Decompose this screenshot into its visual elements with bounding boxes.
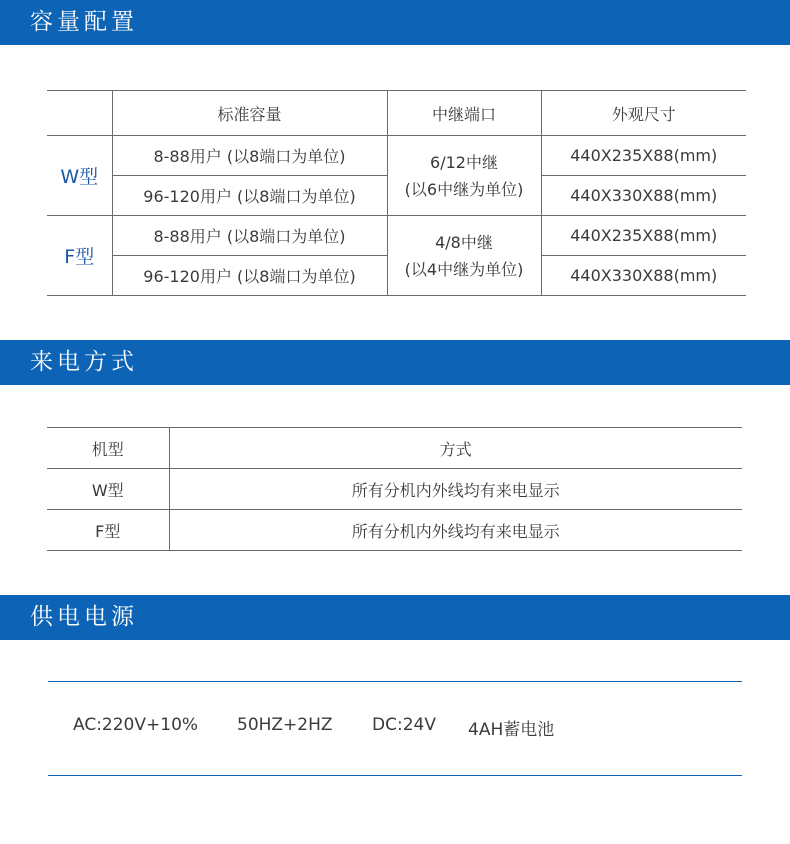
relay-port-cell — [387, 136, 541, 216]
table-row — [47, 510, 742, 551]
relay-count: 6/12中继 — [430, 152, 498, 172]
size-cell: 440X235X88(mm) — [541, 216, 746, 256]
section-title: 容量配置 — [30, 9, 138, 35]
incoming-call-table — [47, 427, 742, 551]
divider-bottom — [48, 775, 742, 776]
relay-count: 4/8中继 — [435, 232, 493, 252]
section-title: 来电方式 — [30, 349, 138, 375]
table-row — [47, 469, 742, 510]
capacity-cell: 8-88用户 (以8端口为单位) — [112, 216, 387, 256]
size-cell: 440X235X88(mm) — [541, 136, 746, 176]
divider-top — [48, 681, 742, 682]
section-header-power — [0, 595, 790, 640]
method-cell: 所有分机内外线均有来电显示 — [169, 469, 742, 510]
table-header-row — [47, 91, 746, 136]
ac-power-spec: AC:220V+10% — [73, 715, 199, 735]
table-row — [47, 216, 746, 256]
table-header-cell: 标准容量 — [112, 91, 387, 136]
model-cell: W型 — [47, 469, 169, 510]
relay-port-cell — [387, 216, 541, 296]
table-header-cell: 机型 — [47, 428, 169, 469]
table-row — [47, 136, 746, 176]
section-header-capacity — [0, 0, 790, 45]
size-cell: 440X330X88(mm) — [541, 176, 746, 216]
capacity-table — [47, 90, 746, 296]
method-cell: 所有分机内外线均有来电显示 — [169, 510, 742, 551]
table-header-cell: 外观尺寸 — [541, 91, 746, 136]
table-header-cell: 方式 — [169, 428, 742, 469]
capacity-cell: 96-120用户 (以8端口为单位) — [112, 176, 387, 216]
size-cell: 440X330X88(mm) — [541, 256, 746, 296]
relay-unit: (以4中继为单位) — [404, 259, 524, 279]
model-cell: F型 — [47, 510, 169, 551]
dc-power-spec: DC:24V — [372, 715, 436, 735]
table-header-cell: 中继端口 — [387, 91, 541, 136]
model-type-cell: W型 — [47, 136, 112, 216]
frequency-spec: 50HZ+2HZ — [237, 715, 333, 735]
section-header-incoming — [0, 340, 790, 385]
table-header-cell — [47, 91, 112, 136]
model-type-cell: F型 — [47, 216, 112, 296]
battery-spec: 4AH蓄电池 — [468, 720, 555, 740]
section-title: 供电电源 — [30, 604, 138, 630]
capacity-cell: 8-88用户 (以8端口为单位) — [112, 136, 387, 176]
capacity-cell: 96-120用户 (以8端口为单位) — [112, 256, 387, 296]
table-header-row — [47, 428, 742, 469]
relay-unit: (以6中继为单位) — [404, 179, 524, 199]
